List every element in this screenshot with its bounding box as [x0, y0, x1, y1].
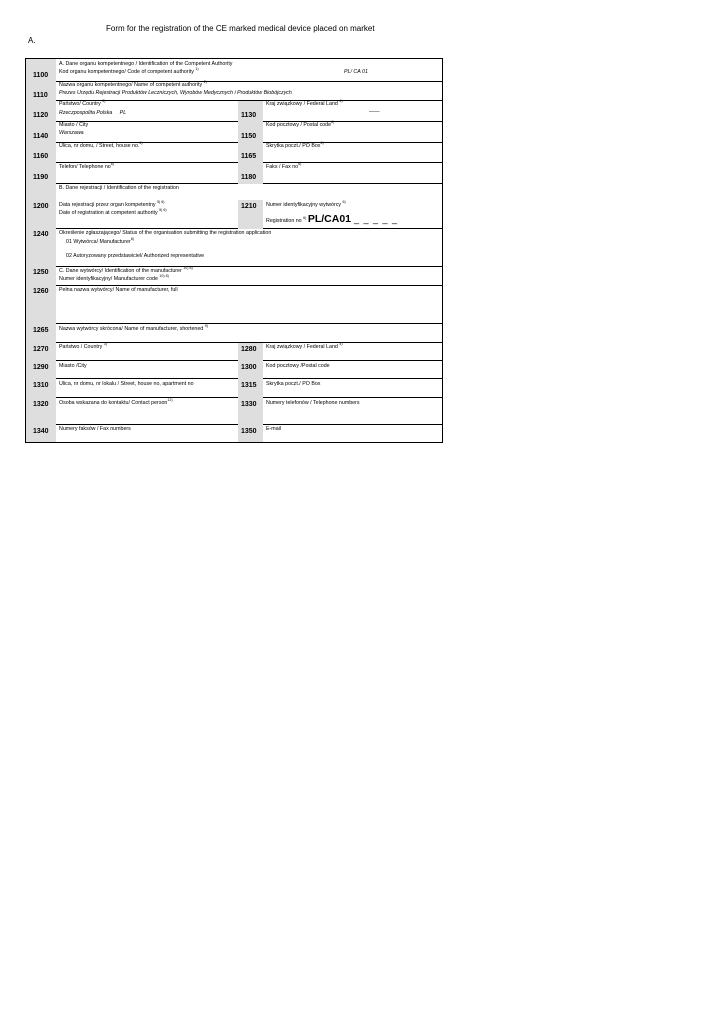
row-1290	[26, 361, 442, 379]
field-label-1330: Numery telefonów / Telephone numbers	[266, 400, 360, 406]
field-label-1200-line2: Date of registration at competent authority $^{5) 6)}$	[59, 208, 167, 216]
field-code-1160: 1160	[26, 143, 56, 163]
form-title: Form for the registration of the CE marked medical device placed on market	[106, 24, 375, 33]
option-manufacturer[interactable]: 01 Wytwórca/ Manufacturer$^{8)}$	[66, 237, 134, 245]
field-code-1165: 1165	[238, 143, 263, 163]
field-code-1210: 1210	[238, 200, 263, 229]
field-label-1350: E-mail	[266, 426, 282, 432]
registration-number[interactable]: Registration no $^{6)}$ PL/CA01 _ _ _ _ _	[266, 213, 398, 225]
field-code-1350: 1350	[238, 425, 263, 442]
option-authorized-representative[interactable]: 02 Autoryzowany przedstawiciel/ Authorized representative	[66, 253, 205, 259]
field-code-1290: 1290	[26, 361, 56, 379]
field-code-1250: 1250	[26, 267, 56, 286]
field-code-1180: 1180	[238, 163, 263, 184]
field-code-1240: 1240	[26, 229, 56, 267]
field-code-1320: 1320	[26, 398, 56, 425]
field-label-1160: Ulica, nr domu, / Street, house no.$^{6)}$	[59, 141, 143, 149]
field-label-1210: Numer identyfikacyjny wytwórcy $^{6)}$	[266, 200, 346, 208]
section-a-label: A.	[28, 36, 36, 45]
field-code-1260: 1260	[26, 286, 56, 324]
field-label-1100: Kod organu kompetentnego/ Code of competent authority $^{1)}$	[59, 67, 199, 75]
registration-prefix: PL/CA01	[307, 213, 351, 225]
field-code-1330: 1330	[238, 398, 263, 425]
field-code-1110: 1110	[26, 82, 56, 101]
field-code-1265: 1265	[26, 324, 56, 343]
row-1260	[26, 286, 442, 324]
field-label-1250: Numer identyfikacyjny/ Manufacturer code $^{10) 8)}$	[59, 274, 169, 282]
field-label-1150: Kod pocztowy / Postal code$^{6)}$	[266, 120, 335, 128]
row-1340	[26, 425, 442, 442]
field-label-1180: Faks / Fax $no^{6)}$	[266, 162, 302, 170]
field-label-1320: Osoba wskazana do kontaktu/ Contact person$^{12)}$	[59, 398, 173, 406]
row-1160	[26, 143, 442, 163]
field-code-1340: 1340	[26, 425, 56, 442]
field-label-1310: Ulica, nr domu, nr lokalu / Street, house no, apartment no	[59, 381, 194, 387]
row-1310	[26, 379, 442, 398]
section-c-heading: C. Dane wytwórcy/ Identification of the manufacturer $^{10) 8)}$	[59, 266, 193, 274]
field-code-1120: 1120	[26, 101, 56, 122]
field-label-1240: Określenie zgłaszającego/ Status of the organisation submitting the registration application	[59, 230, 272, 236]
row-1250	[26, 267, 442, 286]
field-value-1140[interactable]: Warszawa	[59, 130, 84, 136]
registration-blanks: _ _ _ _ _	[353, 214, 398, 224]
row-1110	[26, 82, 442, 101]
field-code-1310: 1310	[26, 379, 56, 398]
field-label-1260: Pełna nazwa wytwórcy/ Name of manufacturer, full	[59, 287, 178, 293]
field-label-1270: Państwo / Country $^{3)}$	[59, 342, 107, 350]
field-label-1300: Kod pocztowy /Postal code	[266, 363, 330, 369]
field-code-1300: 1300	[238, 361, 263, 379]
field-value-1100[interactable]: PL/ CA 01	[344, 69, 368, 75]
field-code-1315: 1315	[238, 379, 263, 398]
field-label-1165: Skrytka poczt./ PO Box$^{6)}$	[266, 141, 324, 149]
row-1200	[26, 184, 442, 229]
row-1140	[26, 122, 442, 143]
registration-form	[25, 58, 443, 443]
field-code-1150: 1150	[238, 122, 263, 143]
row-1120	[26, 101, 442, 122]
field-code-1270: 1270	[26, 343, 56, 361]
row-1190	[26, 163, 442, 184]
section-b-heading: B. Dane rejestracji / Identification of the registration	[59, 185, 179, 191]
field-label-1190: Telefon/ Telephone $no^{6)}$	[59, 162, 114, 170]
row-1270	[26, 343, 442, 361]
field-value-1110[interactable]: Prezes Urzędu Rejestracji Produktów Leczniczych, Wyrobów Medycznych i Produktów Biobójczych	[59, 90, 292, 96]
field-code-1190: 1190	[26, 163, 56, 184]
section-a-heading: A. Dane organu kompetentnego / Identification of the Competent Authority	[59, 61, 233, 67]
row-1100	[26, 59, 442, 82]
row-1240	[26, 229, 442, 267]
field-label-1200-line1: Data rejestracji przez organ kompetentny $^{5) 6)}$	[59, 200, 165, 208]
row-1320	[26, 398, 442, 425]
field-code-1280: 1280	[238, 343, 263, 361]
field-label-1130: Kraj związkowy / Federal Land $^{4)}$	[266, 99, 343, 107]
field-code-1200: 1200	[26, 184, 56, 229]
field-label-1110: Nazwa organu kompetentnego/ Name of competent authority $^{2)}$	[59, 80, 207, 88]
field-label-1340: Numery faksów / Fax numbers	[59, 426, 131, 432]
field-label-1265: Nazwa wytwórcy skrócona/ Name of manufacturer, shortened $^{9)}$	[59, 324, 208, 332]
field-value-1130[interactable]: ——	[369, 109, 380, 115]
field-code-1100: 1100	[26, 59, 56, 82]
field-label-1280: Kraj związkowy / Federal Land $^{4)}$	[266, 342, 343, 350]
field-label-1290: Miasto /City	[59, 363, 87, 369]
field-label-1315: Skrytka poczt./ PO Box	[266, 381, 321, 387]
field-value-1120[interactable]: Rzeczpospolita Polska PL	[59, 110, 127, 116]
row-1265	[26, 324, 442, 343]
field-code-1140: 1140	[26, 122, 56, 143]
field-label-1140: Miasto / City	[59, 122, 89, 128]
field-code-1130: 1130	[238, 101, 263, 122]
field-label-1120: Państwo/ Country $^{3)}$	[59, 99, 106, 107]
